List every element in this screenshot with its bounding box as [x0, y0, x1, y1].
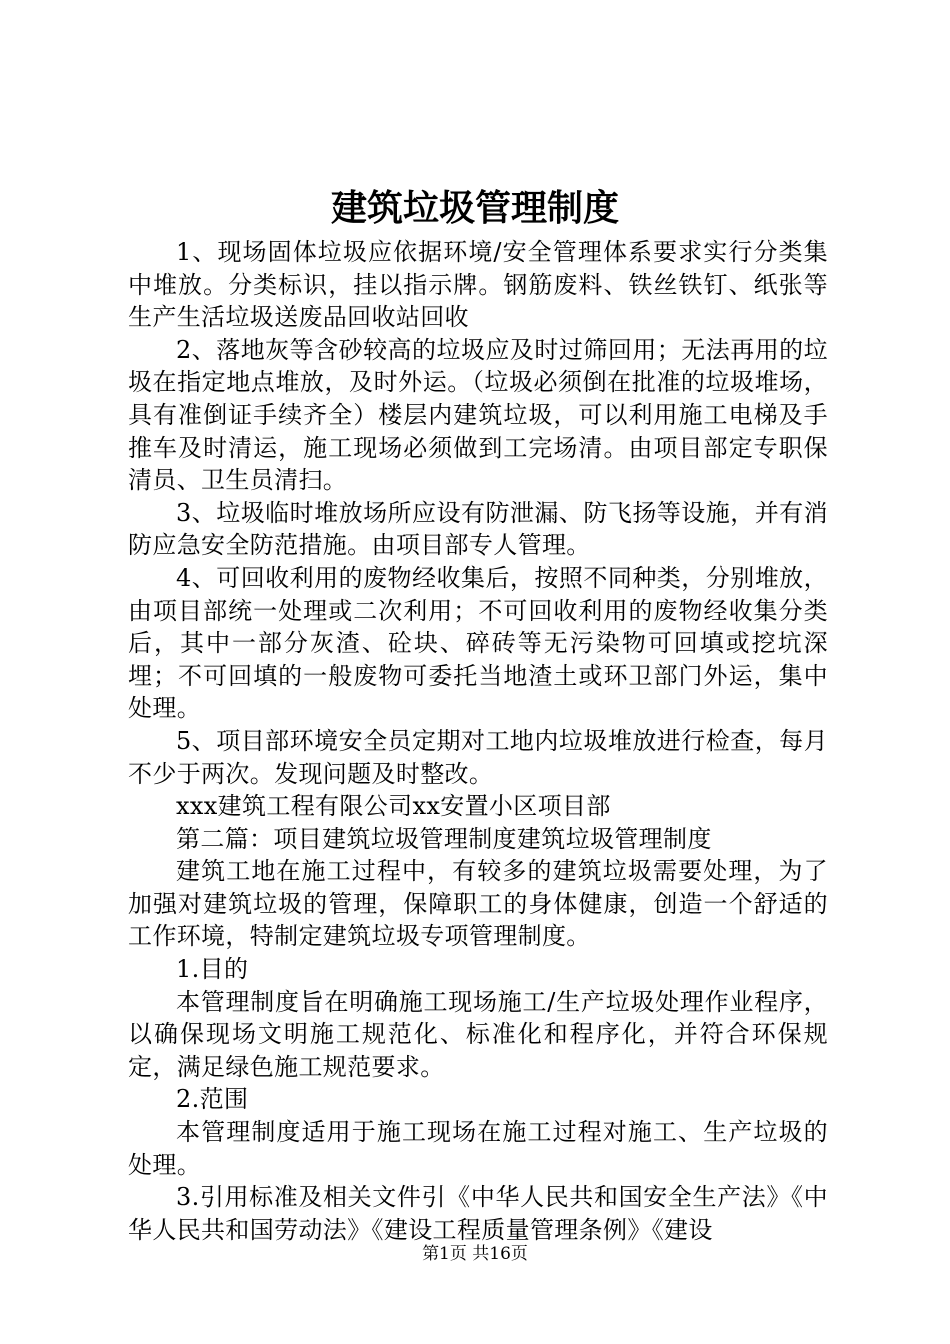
- paragraph-1: 1、现场固体垃圾应依据环境/安全管理体系要求实行分类集中堆放。分类标识，挂以指示牌。钢筋废料、铁丝铁钉、纸张等生产生活垃圾送废品回收站回收: [128, 238, 828, 332]
- paragraph-scope: 本管理制度适用于施工现场在施工过程对施工、生产垃圾的处理。: [128, 1118, 828, 1179]
- paragraph-purpose: 本管理制度旨在明确施工现场施工/生产垃圾处理作业程序，以确保现场文明施工规范化、标准化和程序化，并符合环保规定，满足绿色施工规范要求。: [128, 987, 828, 1081]
- paragraph-3: 3、垃圾临时堆放场所应设有防泄漏、防飞扬等设施，并有消防应急安全防范措施。由项目部专人管理。: [128, 498, 828, 560]
- company-signature: xxx建筑工程有限公司xx安置小区项目部: [176, 792, 611, 821]
- heading-scope: 2.范围: [176, 1085, 249, 1114]
- paragraph-intro: 建筑工地在施工过程中，有较多的建筑垃圾需要处理，为了加强对建筑垃圾的管理，保障职工的身体健康，创造一个舒适的工作环境，特制定建筑垃圾专项管理制度。: [128, 857, 828, 951]
- document-body: [128, 236, 828, 1246]
- section-heading-part-two: 第二篇：项目建筑垃圾管理制度建筑垃圾管理制度: [176, 824, 712, 853]
- paragraph-4: 4、可回收利用的废物经收集后，按照不同种类，分别堆放，由项目部统一处理或二次利用；不可回收利用的废物经收集分类后，其中一部分灰渣、砼块、碎砖等无污染物可回填或挖坑深埋；不可回填的一般废物可委托当地渣土或环卫部门外运，集中处理。: [128, 563, 828, 723]
- document-title: 建筑垃圾管理制度: [330, 187, 619, 229]
- paragraph-2: 2、落地灰等含砂较高的垃圾应及时过筛回用；无法再用的垃圾在指定地点堆放，及时外运。（垃圾必须倒在批准的垃圾堆场，具有准倒证手续齐全）楼层内建筑垃圾，可以利用施工电梯及手推车及时清运，施工现场必须做到工完场清。由项目部定专职保清员、卫生员清扫。: [128, 335, 828, 495]
- paragraph-references: 3.引用标准及相关文件引《中华人民共和国安全生产法》《中华人民共和国劳动法》《建设工程质量管理条例》《建设: [128, 1183, 828, 1244]
- heading-purpose: 1.目的: [176, 955, 249, 984]
- paragraph-5: 5、项目部环境安全员定期对工地内垃圾堆放进行检查，每月不少于两次。发现问题及时整改。: [128, 726, 828, 788]
- page-footer: 第1页 共16页: [422, 1244, 528, 1264]
